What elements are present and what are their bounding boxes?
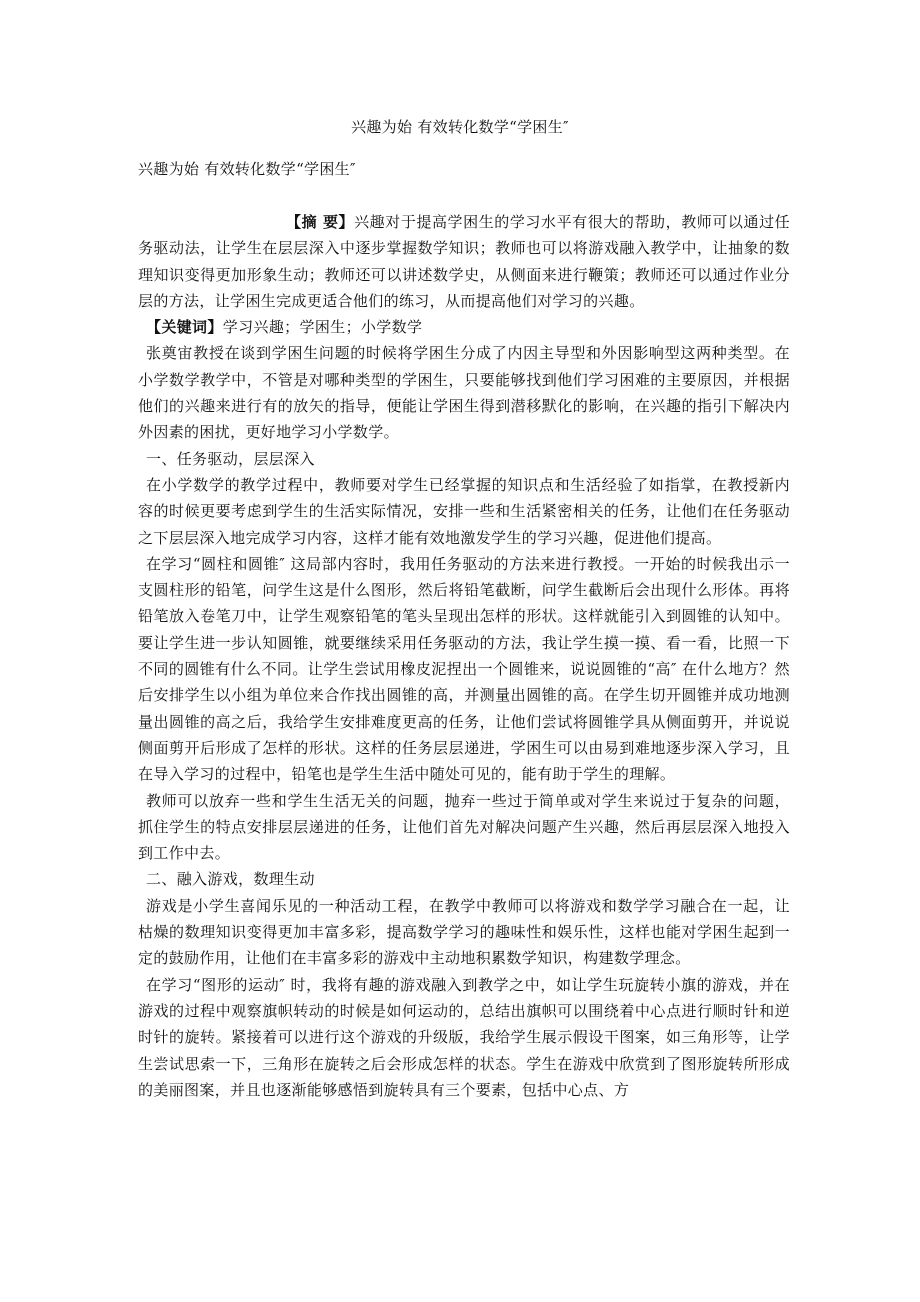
keywords-paragraph <box>138 314 790 340</box>
keywords-label: 【关键词】 <box>146 318 223 337</box>
section2-paragraph-2: 在学习“图形的运动″ 时，我将有趣的游戏融入到教学之中，如让学生玩旋转小旗的游戏，并在游戏的过程中观察旗帜转动的时候是如何运动的，总结出旗帜可以围绕着中心点进行顺时针和逆时针的旋转。紧接着可以进行这个游戏的升级版，我给学生展示假设干图案，如三角形等，让学生尝试思索一下，三角形在旋转之后会形成怎样的状态。学生在游戏中欣赏到了图形旋转所形成的美丽图案，并且也逐渐能够感悟到旋转具有三个要素，包括中心点、方 <box>138 975 790 1099</box>
section-heading-2: 二、融入游戏，数理生动 <box>146 870 315 889</box>
intro-paragraph: 张奠宙教授在谈到学困生问题的时候将学困生分成了内因主导型和外因影响型这两种类型。在小学数学教学中，不管是对哪种类型的学困生，只要能够找到他们学习困难的主要原因，并根据他们的兴趣来进行有的放矢的指导，便能让学困生得到潜移默化的影响，在兴趣的指引下解决内外因素的困扰，更好地学习小学数学。 <box>138 344 790 442</box>
abstract-text: 兴趣对于提高学困生的学习水平有很大的帮助，教师可以通过任务驱动法，让学生在层层深入中逐步掌握数学知识；教师也可以将游戏融入教学中，让抽象的数理知识变得更加形象生动；教师还可以讲述数学史，从侧面来进行鞭策；教师还可以通过作业分层的方法，让学困生完成更适合他们的练习，从而提高他们对学习的兴趣。 <box>138 213 790 310</box>
keywords-text: 学习兴趣；学困生；小学数学 <box>222 318 423 337</box>
document-body <box>138 209 790 1302</box>
abstract-label: 【摘 要】 <box>286 213 355 231</box>
document-subtitle: 兴趣为始 有效转化数学“学困生″ <box>138 160 356 178</box>
document-title: 兴趣为始 有效转化数学“学困生″ <box>351 118 569 136</box>
section1-paragraph-2: 在学习“圆柱和圆锥″ 这局部内容时，我用任务驱动的方法来进行教授。一开始的时候我出示一支圆柱形的铅笔，问学生这是什么图形，然后将铅笔截断，问学生截断后会出现什么形体。再将铅笔放入卷笔刀中，让学生观察铅笔的笔头呈现出怎样的形状。这样就能引入到圆锥的认知中。要让学生进一步认知圆锥，就要继续采用任务驱动的方法，我让学生摸一摸、看一看，比照一下不同的圆锥有什么不同。让学生尝试用橡皮泥捏出一个圆锥来，说说圆锥的“高″ 在什么地方？然后安排学生以小组为单位来合作找出圆锥的高，并测量出圆锥的高。在学生切开圆锥并成功地测量出圆锥的高之后，我给学生安排难度更高的任务，让他们尝试将圆锥学具从侧面剪开，并说说侧面剪开后形成了怎样的形状。这样的任务层层递进，学困生可以由易到难地逐步深入学习，且在导入学习的过程中，铅笔也是学生生活中随处可见的，能有助于学生的理解。 <box>138 554 790 784</box>
section1-paragraph-3: 教师可以放弃一些和学生生活无关的问题，抛弃一些过于简单或对学生来说过于复杂的问题，抓住学生的特点安排层层递进的任务，让他们首先对解决问题产生兴趣，然后再层层深入地投入到工作中去。 <box>138 791 790 863</box>
section-heading-1: 一、任务驱动，层层深入 <box>146 449 315 468</box>
abstract-paragraph <box>138 209 790 314</box>
section1-paragraph-1: 在小学数学的教学过程中，教师要对学生已经掌握的知识点和生活经验了如指掌，在教授新内容的时候更要考虑到学生的生活实际情况，安排一些和生活紧密相关的任务，让他们在任务驱动之下层层深入地完成学习内容，这样才能有效地激发学生的学习兴趣，促进他们提高。 <box>138 475 790 547</box>
section2-paragraph-1: 游戏是小学生喜闻乐见的一种活动工程，在教学中教师可以将游戏和数学学习融合在一起，让枯燥的数理知识变得更加丰富多彩，提高数学学习的趣味性和娱乐性，这样也能对学困生起到一定的鼓励作用，让他们在丰富多彩的游戏中主动地积累数学知识，构建数学理念。 <box>138 896 790 968</box>
